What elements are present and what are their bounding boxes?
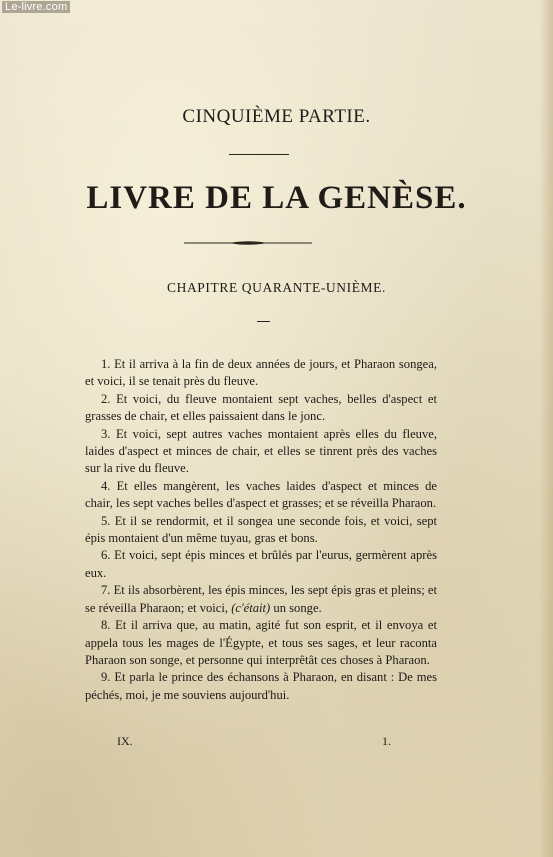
- signature-number: 1.: [382, 734, 391, 748]
- signature-volume: IX.: [117, 734, 133, 748]
- book-title: LIVRE DE LA GENÈSE.: [86, 180, 467, 216]
- verse: 3. Et voici, sept autres vaches montaient après elles du fleuve, laides d'aspect et minces de chair, et elles se tinrent près des vaches sur la rive du fleuve.: [85, 426, 437, 476]
- ornamental-rule: [184, 239, 312, 247]
- chapter-heading: CHAPITRE QUARANTE-UNIÈME.: [167, 280, 386, 295]
- verse-text: [85, 356, 437, 704]
- verse: 9. Et parla le prince des échansons à Pharaon, en disant : De mes péchés, moi, je me souviens aujourd'hui.: [85, 670, 437, 702]
- verse-text-start: 7. Et ils absorbèrent, les épis minces, les sept épis gras et pleins; et se réveilla Pharaon; et voici,: [85, 583, 437, 615]
- heading-rule: [229, 154, 289, 155]
- watermark: Le-livre.com: [2, 1, 70, 13]
- verse: 1. Et il arriva à la fin de deux années de jours, et Pharaon songea, et voici, il se tenait près du fleuve.: [85, 357, 437, 389]
- verse: 6. Et voici, sept épis minces et brûlés par l'eurus, germèrent après eux.: [85, 548, 437, 580]
- verse: 5. Et il se rendormit, et il songea une seconde fois, et voici, sept épis montaient d'un même tuyau, gras et bons.: [85, 513, 437, 546]
- verse-italic: (c'était): [231, 600, 271, 615]
- chapter-dash: [257, 321, 270, 322]
- verse: 8. Et il arriva que, au matin, agité fut son esprit, et il envoya et appela tous les mages de l'Égypte, et tous ses sages, et leur raconta Pharaon son songe, et personne qui interprêtât ces choses à Pharaon.: [85, 618, 437, 667]
- verse-text-end: un songe.: [273, 600, 322, 615]
- verse: 4. Et elles mangèrent, les vaches laides d'aspect et minces de chair, les sept vaches belles d'aspect et grasses; et se réveilla Pharaon.: [85, 478, 437, 511]
- part-heading: CINQUIÈME PARTIE.: [182, 106, 371, 127]
- verse: 2. Et voici, du fleuve montaient sept vaches, belles d'aspect et grasses de chair, et elles paissaient dans le jonc.: [85, 391, 437, 424]
- verse: [85, 582, 437, 617]
